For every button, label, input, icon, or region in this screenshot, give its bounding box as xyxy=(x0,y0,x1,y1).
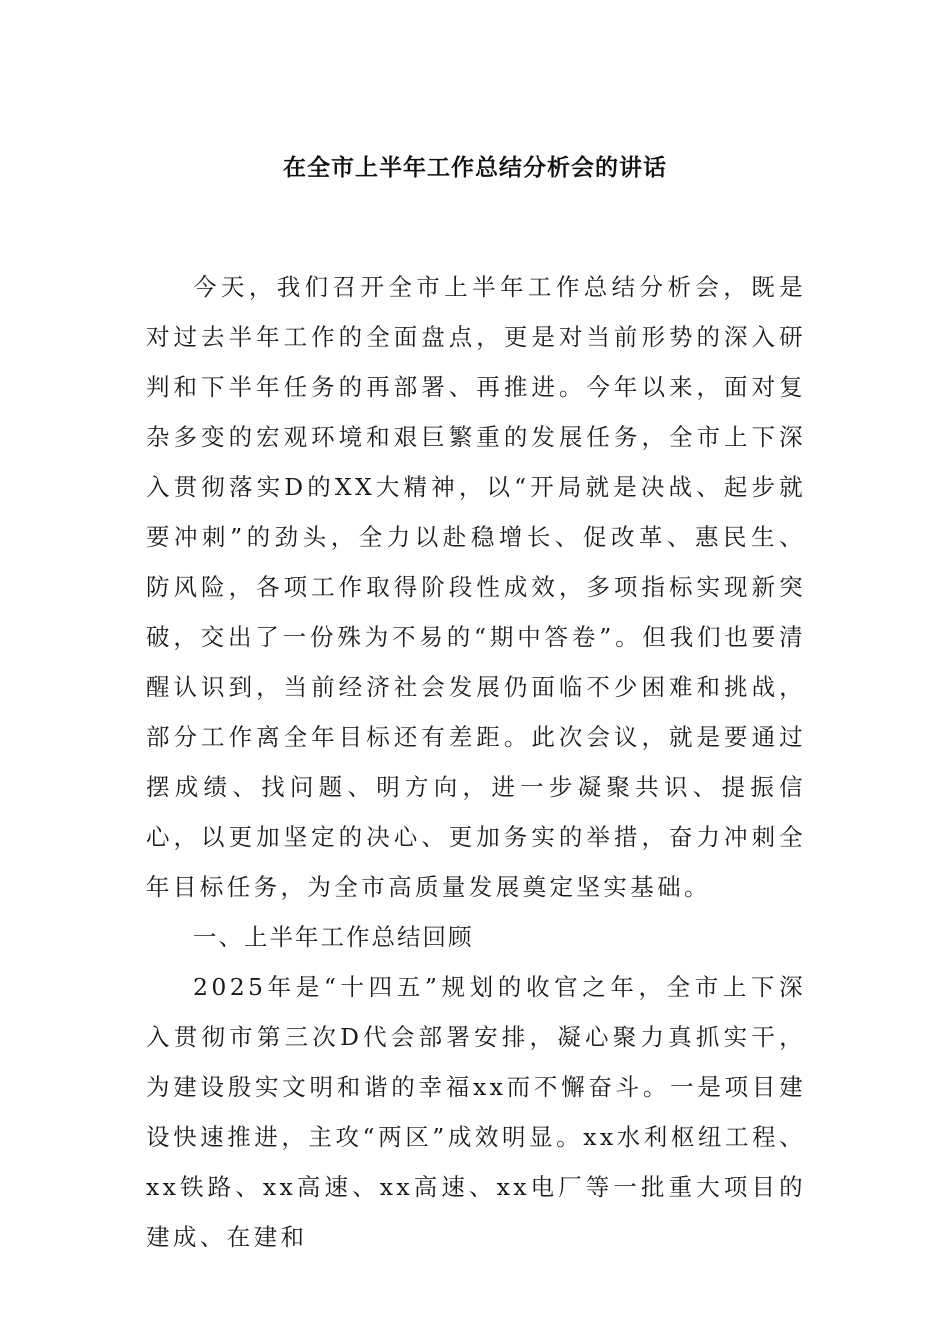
document-title: 在全市上半年工作总结分析会的讲话 xyxy=(283,154,667,181)
document-body xyxy=(146,262,806,1262)
paragraph-intro: 今天，我们召开全市上半年工作总结分析会，既是对过去半年工作的全面盘点，更是对当前形势的深入研判和下半年任务的再部署、再推进。今年以来，面对复杂多变的宏观环境和艰巨繁重的发展任务，全市上下深入贯彻落实D的XX大精神，以“开局就是决战、起步就要冲刺”的劲头，全力以赴稳增长、促改革、惠民生、防风险，各项工作取得阶段性成效，多项指标实现新突破，交出了一份殊为不易的“期中答卷”。但我们也要清醒认识到，当前经济社会发展仍面临不少困难和挑战，部分工作离全年目标还有差距。此次会议，就是要通过摆成绩、找问题、明方向，进一步凝聚共识、提振信心，以更加坚定的决心、更加务实的举措，奋力冲刺全年目标任务，为全市高质量发展奠定坚实基础。 xyxy=(146,273,806,901)
section-heading-1: 一、上半年工作总结回顾 xyxy=(193,923,474,951)
paragraph-review: 2025年是“十四五”规划的收官之年，全市上下深入贯彻市第三次D代会部署安排，凝心聚力真抓实干，为建设殷实文明和谐的幸福xx而不懈奋斗。一是项目建设快速推进，主攻“两区”成效明显。xx水利枢纽工程、xx铁路、xx高速、xx高速、xx电厂等一批重大项目的建成、在建和 xyxy=(146,973,806,1251)
